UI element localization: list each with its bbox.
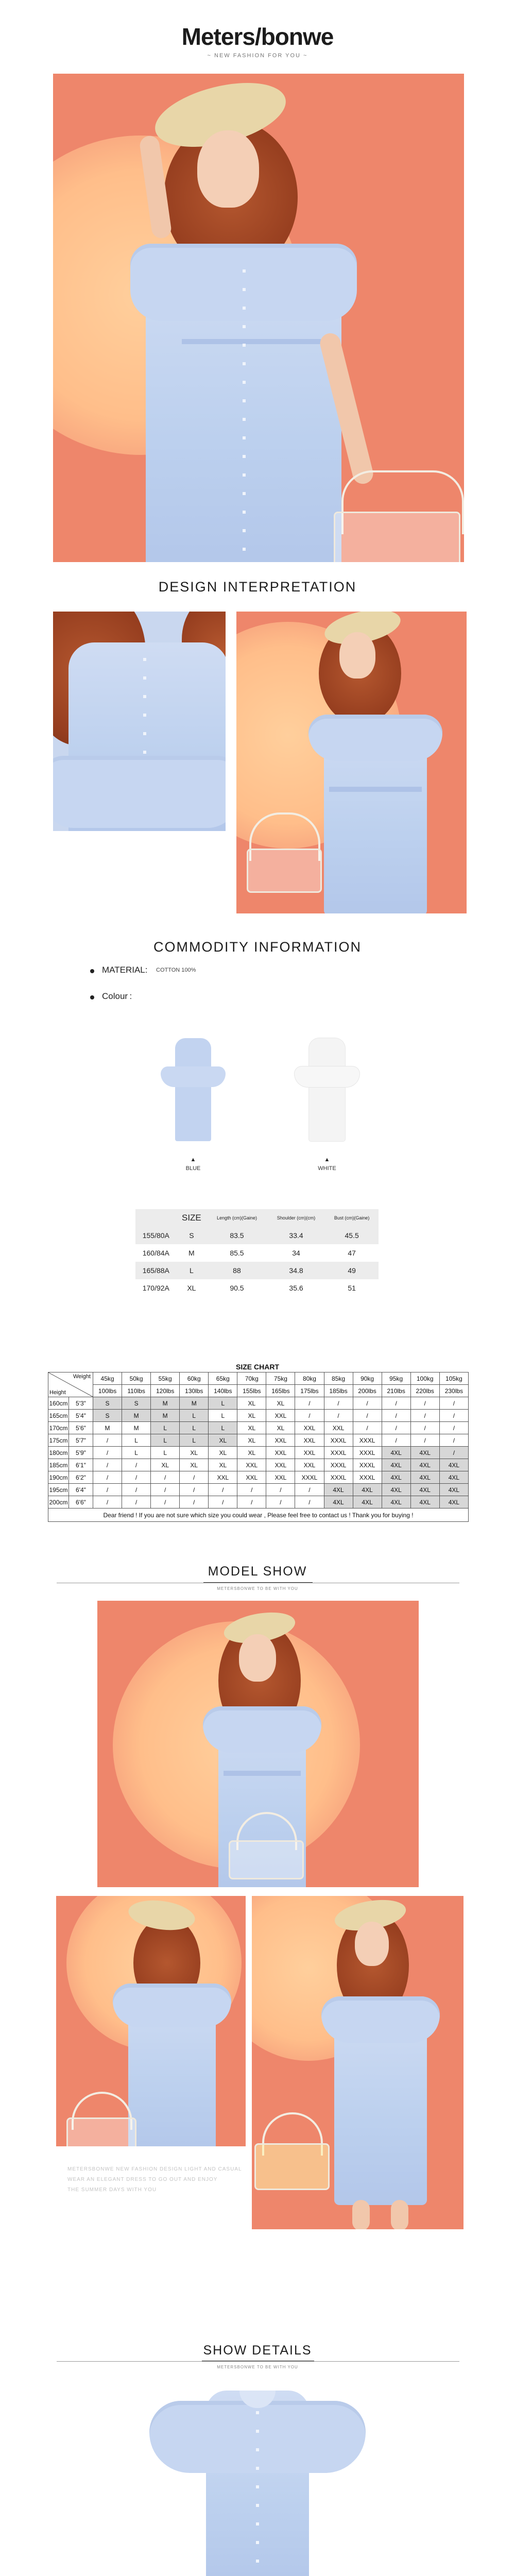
- size-chart-cell: XL: [209, 1434, 237, 1447]
- table-row: [135, 1279, 379, 1297]
- size-chart-cell: 4XL: [382, 1484, 410, 1496]
- height-ft-cell: 5'7": [69, 1434, 93, 1447]
- size-chart-cell: /: [382, 1434, 410, 1447]
- size-chart-cell: S: [93, 1397, 122, 1410]
- size-chart-cell: XXXL: [353, 1471, 382, 1484]
- model-face: [197, 130, 259, 208]
- size-chart-cell: 4XL: [410, 1459, 439, 1471]
- weight-lbs-cell: 130lbs: [180, 1385, 209, 1397]
- size-chart-cell: XXL: [266, 1434, 295, 1447]
- basket: [247, 849, 322, 893]
- height-ft-cell: 6'4": [69, 1484, 93, 1496]
- size-chart-cell: XXL: [295, 1447, 324, 1459]
- height-cm-cell: 165cm: [48, 1410, 69, 1422]
- weight-label: Weight: [73, 1374, 91, 1380]
- table-row: [48, 1410, 469, 1422]
- weight-lbs-cell: 100lbs: [93, 1385, 122, 1397]
- height-cm-cell: 195cm: [48, 1484, 69, 1496]
- weight-kg-cell: 50kg: [122, 1372, 151, 1385]
- size-chart-cell: /: [151, 1484, 180, 1496]
- size-chart-cell: L: [122, 1447, 151, 1459]
- size-chart-cell: 4XL: [324, 1496, 353, 1509]
- table-cell: 160/84A: [142, 1249, 169, 1257]
- size-chart-cell: M: [122, 1410, 151, 1422]
- size-chart-cell: /: [180, 1471, 209, 1484]
- height-ft-cell: 6'1": [69, 1459, 93, 1471]
- size-chart-cell: /: [382, 1422, 410, 1434]
- size-chart-grid: [48, 1372, 469, 1522]
- size-chart-cell: XXXL: [353, 1447, 382, 1459]
- size-chart-cell: 4XL: [353, 1496, 382, 1509]
- size-chart-cell: /: [93, 1434, 122, 1447]
- size-chart-cell: XXL: [324, 1422, 353, 1434]
- size-chart-cell: /: [237, 1496, 266, 1509]
- model-show-text: METERSBONWE NEW FASHION DESIGN LIGHT AND CASUAL: [67, 2166, 242, 2172]
- size-chart-cell: L: [209, 1422, 237, 1434]
- brand-slash: /: [254, 23, 261, 50]
- size-chart-cell: XXL: [295, 1459, 324, 1471]
- size-chart-cell: XL: [209, 1447, 237, 1459]
- size-chart-cell: /: [180, 1496, 209, 1509]
- size-chart-cell: /: [439, 1447, 468, 1459]
- size-chart-cell: 4XL: [410, 1484, 439, 1496]
- height-ft-cell: 6'6": [69, 1496, 93, 1509]
- size-chart-cell: 4XL: [439, 1459, 468, 1471]
- size-table-header-cell: [135, 1209, 177, 1227]
- size-chart-cell: 4XL: [410, 1447, 439, 1459]
- table-cell: 49: [325, 1262, 379, 1279]
- size-chart-cell: /: [122, 1459, 151, 1471]
- hero-photo: [53, 74, 464, 562]
- detail-collar-photo: [53, 612, 226, 831]
- dress-silhouette-white: [309, 1038, 345, 1141]
- size-chart-cell: L: [122, 1434, 151, 1447]
- height-ft-cell: 5'4": [69, 1410, 93, 1422]
- size-chart-note: Dear friend ! If you are not sure which size you could wear , Please feel free to contact us ! Thank you for buying !: [48, 1509, 469, 1522]
- size-chart-cell: /: [382, 1397, 410, 1410]
- weight-lbs-cell: 155lbs: [237, 1385, 266, 1397]
- size-table-header-cell: Length (cm)(Gaine): [207, 1209, 267, 1227]
- size-chart-cell: /: [439, 1397, 468, 1410]
- section-subtitle-model-show: METERSBONWE TO BE WITH YOU: [217, 1586, 298, 1591]
- size-chart-lbs-row: [48, 1385, 469, 1397]
- weight-kg-cell: 65kg: [209, 1372, 237, 1385]
- size-chart-cell: /: [439, 1434, 468, 1447]
- size-chart-cell: /: [180, 1484, 209, 1496]
- size-chart-cell: L: [180, 1410, 209, 1422]
- dress-belt: [182, 339, 321, 344]
- size-chart-cell: XL: [180, 1447, 209, 1459]
- size-chart-cell: /: [151, 1471, 180, 1484]
- size-chart-cell: /: [209, 1496, 237, 1509]
- size-chart-cell: XXXL: [353, 1459, 382, 1471]
- table-row: [48, 1484, 469, 1496]
- swatch-blue-dress[interactable]: [154, 1038, 232, 1149]
- dress-ruffle: [321, 1996, 440, 2043]
- size-chart-cell: XXL: [237, 1471, 266, 1484]
- size-chart-cell: /: [266, 1496, 295, 1509]
- table-cell: 45.5: [325, 1227, 379, 1244]
- colour-label: Colour :: [102, 991, 132, 1001]
- model-face: [239, 1634, 276, 1682]
- height-cm-cell: 190cm: [48, 1471, 69, 1484]
- detail-model-photo: [236, 612, 467, 913]
- size-chart-cell: XXL: [266, 1459, 295, 1471]
- size-chart-cell: M: [122, 1422, 151, 1434]
- basket-with-lemons: [254, 2143, 330, 2190]
- table-cell: 170/92A: [142, 1284, 169, 1292]
- weight-lbs-cell: 175lbs: [295, 1385, 324, 1397]
- table-row: [135, 1262, 379, 1279]
- size-chart-cell: 4XL: [439, 1471, 468, 1484]
- model-leg: [391, 2200, 408, 2229]
- size-chart-cell: XL: [151, 1459, 180, 1471]
- size-chart-title: SIZE CHART: [236, 1363, 279, 1371]
- height-ft-cell: 5'9": [69, 1447, 93, 1459]
- size-chart-cell: /: [209, 1484, 237, 1496]
- table-cell: S: [177, 1227, 207, 1244]
- model-show-photo-main: [97, 1601, 419, 1887]
- table-row: [135, 1244, 379, 1262]
- size-chart-cell: /: [353, 1397, 382, 1410]
- weight-lbs-cell: 210lbs: [382, 1385, 410, 1397]
- bullet-icon: [90, 995, 94, 999]
- weight-kg-cell: 100kg: [410, 1372, 439, 1385]
- table-cell: 35.6: [289, 1284, 303, 1292]
- dress-buttons: [256, 2411, 259, 2576]
- dress-belt: [329, 787, 422, 792]
- size-chart-cell: XXL: [295, 1434, 324, 1447]
- table-row: [48, 1496, 469, 1509]
- weight-kg-cell: 60kg: [180, 1372, 209, 1385]
- size-chart-cell: XL: [209, 1459, 237, 1471]
- size-chart-cell: /: [93, 1459, 122, 1471]
- table-row: [48, 1422, 469, 1434]
- color-name-blue: BLUE: [185, 1165, 201, 1172]
- dress-buttons: [143, 658, 146, 761]
- weight-lbs-cell: 185lbs: [324, 1385, 353, 1397]
- weight-lbs-cell: 230lbs: [439, 1385, 468, 1397]
- section-subtitle-show-details: METERSBONWE TO BE WITH YOU: [217, 2365, 298, 2369]
- size-chart-cell: /: [439, 1410, 468, 1422]
- size-chart-cell: /: [353, 1422, 382, 1434]
- size-chart-cell: L: [209, 1410, 237, 1422]
- size-chart-cell: XL: [266, 1422, 295, 1434]
- size-table-header-cell: SIZE: [177, 1209, 207, 1227]
- basket: [66, 2117, 136, 2146]
- size-chart-cell: XL: [237, 1410, 266, 1422]
- weight-kg-cell: 75kg: [266, 1372, 295, 1385]
- model-leg: [352, 2200, 370, 2229]
- size-chart-cell: S: [122, 1397, 151, 1410]
- table-row: [135, 1227, 379, 1244]
- size-chart-cell: XXXL: [324, 1434, 353, 1447]
- blue-marker-icon: ▲: [190, 1157, 196, 1163]
- table-cell: 83.5: [207, 1227, 267, 1244]
- size-chart-cell: XL: [237, 1447, 266, 1459]
- table-row: [48, 1459, 469, 1471]
- table-cell: 51: [348, 1284, 356, 1292]
- dress-ruffle-white: [295, 1066, 359, 1087]
- size-table-header: [135, 1209, 379, 1227]
- size-chart-cell: /: [93, 1484, 122, 1496]
- size-chart-cell: XL: [237, 1397, 266, 1410]
- weight-height-corner: [48, 1372, 93, 1397]
- material-label: MATERIAL:: [102, 965, 148, 975]
- table-cell: 88: [207, 1262, 267, 1279]
- brand-name-left: Meters: [181, 23, 255, 50]
- size-chart-cell: 4XL: [439, 1496, 468, 1509]
- size-chart-cell: 4XL: [382, 1447, 410, 1459]
- height-ft-cell: 5'6": [69, 1422, 93, 1434]
- dress-ruffle-blue: [161, 1066, 226, 1087]
- height-cm-cell: 185cm: [48, 1459, 69, 1471]
- model-show-text: WEAR AN ELEGANT DRESS TO GO OUT AND ENJOY: [67, 2177, 218, 2182]
- dress-ruffle: [53, 756, 226, 828]
- dress-ruffle: [308, 715, 442, 761]
- table-cell: 90.5: [230, 1284, 244, 1292]
- brand-name-right: bonwe: [261, 23, 334, 50]
- weight-kg-cell: 45kg: [93, 1372, 122, 1385]
- size-chart-cell: S: [93, 1410, 122, 1422]
- size-chart-cell: 4XL: [324, 1484, 353, 1496]
- height-label: Height: [49, 1389, 66, 1396]
- weight-lbs-cell: 120lbs: [151, 1385, 180, 1397]
- size-chart-cell: /: [324, 1410, 353, 1422]
- weight-lbs-cell: 200lbs: [353, 1385, 382, 1397]
- weight-kg-cell: 80kg: [295, 1372, 324, 1385]
- height-ft-cell: 5'3": [69, 1397, 93, 1410]
- size-chart-cell: L: [151, 1434, 180, 1447]
- size-chart-cell: /: [295, 1484, 324, 1496]
- size-chart-cell: /: [122, 1484, 151, 1496]
- model-face: [339, 632, 375, 679]
- size-chart-cell: /: [237, 1484, 266, 1496]
- table-cell: M: [188, 1249, 195, 1257]
- brand-logo: [0, 23, 515, 50]
- size-chart-cell: XL: [180, 1459, 209, 1471]
- size-chart-cell: 4XL: [439, 1484, 468, 1496]
- height-ft-cell: 6'2": [69, 1471, 93, 1484]
- size-chart-cell: XXXL: [353, 1434, 382, 1447]
- weight-kg-cell: 70kg: [237, 1372, 266, 1385]
- size-chart-cell: XXL: [237, 1459, 266, 1471]
- table-row: [48, 1471, 469, 1484]
- weight-kg-cell: 95kg: [382, 1372, 410, 1385]
- size-chart-cell: /: [151, 1496, 180, 1509]
- size-chart-cell: /: [353, 1410, 382, 1422]
- height-cm-cell: 170cm: [48, 1422, 69, 1434]
- size-chart-body: [48, 1372, 469, 1522]
- size-chart-cell: /: [410, 1410, 439, 1422]
- size-chart-cell: M: [151, 1410, 180, 1422]
- table-cell: 34.8: [267, 1262, 325, 1279]
- table-cell: 33.4: [267, 1227, 325, 1244]
- table-cell: 165/88A: [135, 1262, 177, 1279]
- model-show-photo-side: [252, 1896, 464, 2229]
- weight-kg-cell: 55kg: [151, 1372, 180, 1385]
- size-chart-cell: 4XL: [382, 1459, 410, 1471]
- size-chart-cell: /: [439, 1422, 468, 1434]
- table-row: [48, 1397, 469, 1410]
- size-chart-cell: 4XL: [353, 1484, 382, 1496]
- size-measurement-table: [135, 1209, 379, 1297]
- height-cm-cell: 160cm: [48, 1397, 69, 1410]
- size-chart-cell: XXXL: [324, 1471, 353, 1484]
- size-chart-cell: /: [410, 1422, 439, 1434]
- size-chart-note-row: [48, 1509, 469, 1522]
- table-cell: L: [177, 1262, 207, 1279]
- size-chart-cell: /: [93, 1447, 122, 1459]
- model-show-photo-back: [56, 1896, 246, 2146]
- model-face: [355, 1922, 389, 1966]
- dress-belt: [224, 1771, 301, 1776]
- size-chart-cell: /: [266, 1484, 295, 1496]
- table-cell: 85.5: [230, 1249, 244, 1257]
- size-chart-cell: /: [324, 1397, 353, 1410]
- size-chart-cell: M: [151, 1397, 180, 1410]
- white-marker-icon: ▲: [324, 1157, 330, 1163]
- size-chart-cell: L: [151, 1447, 180, 1459]
- size-chart-cell: XXXL: [324, 1459, 353, 1471]
- section-rule: [57, 2361, 459, 2362]
- size-chart-cell: /: [295, 1496, 324, 1509]
- size-chart-cell: L: [180, 1434, 209, 1447]
- table-cell: XL: [187, 1284, 196, 1292]
- size-chart-cell: XXL: [266, 1410, 295, 1422]
- size-chart-cell: /: [295, 1397, 324, 1410]
- size-chart-cell: /: [295, 1410, 324, 1422]
- size-chart-cell: 4XL: [410, 1496, 439, 1509]
- weight-kg-cell: 105kg: [439, 1372, 468, 1385]
- table-row: [48, 1434, 469, 1447]
- swatch-white-dress[interactable]: [288, 1038, 366, 1149]
- color-name-white: WHITE: [318, 1165, 336, 1172]
- size-chart-cell: XL: [237, 1422, 266, 1434]
- weight-lbs-cell: 110lbs: [122, 1385, 151, 1397]
- weight-kg-cell: 85kg: [324, 1372, 353, 1385]
- height-cm-cell: 175cm: [48, 1434, 69, 1447]
- size-chart-cell: /: [410, 1397, 439, 1410]
- basket: [229, 1840, 304, 1879]
- height-cm-cell: 180cm: [48, 1447, 69, 1459]
- dress-silhouette-blue: [175, 1038, 211, 1141]
- size-chart-cell: /: [410, 1434, 439, 1447]
- table-cell: 155/80A: [135, 1227, 177, 1244]
- size-chart-cell: 4XL: [410, 1471, 439, 1484]
- size-chart-cell: L: [180, 1422, 209, 1434]
- size-chart-cell: /: [122, 1471, 151, 1484]
- size-chart-cell: 4XL: [382, 1496, 410, 1509]
- size-chart-cell: XXXL: [295, 1471, 324, 1484]
- section-title-show-details: SHOW DETAILS: [203, 2343, 312, 2358]
- size-chart-cell: L: [151, 1422, 180, 1434]
- size-chart-cell: XL: [266, 1397, 295, 1410]
- dress-ruffle: [203, 1706, 321, 1753]
- table-cell: 47: [348, 1249, 356, 1257]
- size-chart-cell: /: [93, 1471, 122, 1484]
- size-table-header-cell: Shoulder (cm)(cm): [267, 1209, 325, 1227]
- size-chart-cell: XXL: [266, 1447, 295, 1459]
- basket: [334, 512, 460, 562]
- brand-tagline: ~ NEW FASHION FOR YOU ~: [207, 53, 308, 59]
- material-value: COTTON 100%: [156, 967, 196, 973]
- table-cell: 34: [292, 1249, 300, 1257]
- dress-ruffle: [113, 1984, 231, 2027]
- size-chart-cell: /: [122, 1496, 151, 1509]
- size-chart-cell: XL: [237, 1434, 266, 1447]
- weight-lbs-cell: 165lbs: [266, 1385, 295, 1397]
- section-title-commodity: COMMODITY INFORMATION: [153, 939, 362, 955]
- size-chart-cell: /: [382, 1410, 410, 1422]
- size-chart-cell: /: [93, 1496, 122, 1509]
- size-chart-cell: XXL: [209, 1471, 237, 1484]
- size-table-header-cell: Bust (cm)(Gaine): [325, 1209, 379, 1227]
- weight-lbs-cell: 220lbs: [410, 1385, 439, 1397]
- dress-buttons: [243, 269, 246, 558]
- size-chart-cell: XXXL: [324, 1447, 353, 1459]
- size-chart-kg-row: [48, 1372, 469, 1385]
- weight-lbs-cell: 140lbs: [209, 1385, 237, 1397]
- size-chart-cell: L: [209, 1397, 237, 1410]
- section-title-design: DESIGN INTERPRETATION: [158, 579, 357, 595]
- model-show-text: THE SUMMER DAYS WITH YOU: [67, 2187, 157, 2193]
- size-chart-cell: M: [93, 1422, 122, 1434]
- height-cm-cell: 200cm: [48, 1496, 69, 1509]
- detail-flat-photo: [124, 2380, 391, 2576]
- size-chart-cell: 4XL: [382, 1471, 410, 1484]
- table-row: [48, 1447, 469, 1459]
- weight-kg-cell: 90kg: [353, 1372, 382, 1385]
- size-chart-cell: XXL: [266, 1471, 295, 1484]
- section-title-model-show: MODEL SHOW: [208, 1564, 307, 1579]
- bullet-icon: [90, 969, 94, 973]
- size-chart-cell: XXL: [295, 1422, 324, 1434]
- size-chart-cell: M: [180, 1397, 209, 1410]
